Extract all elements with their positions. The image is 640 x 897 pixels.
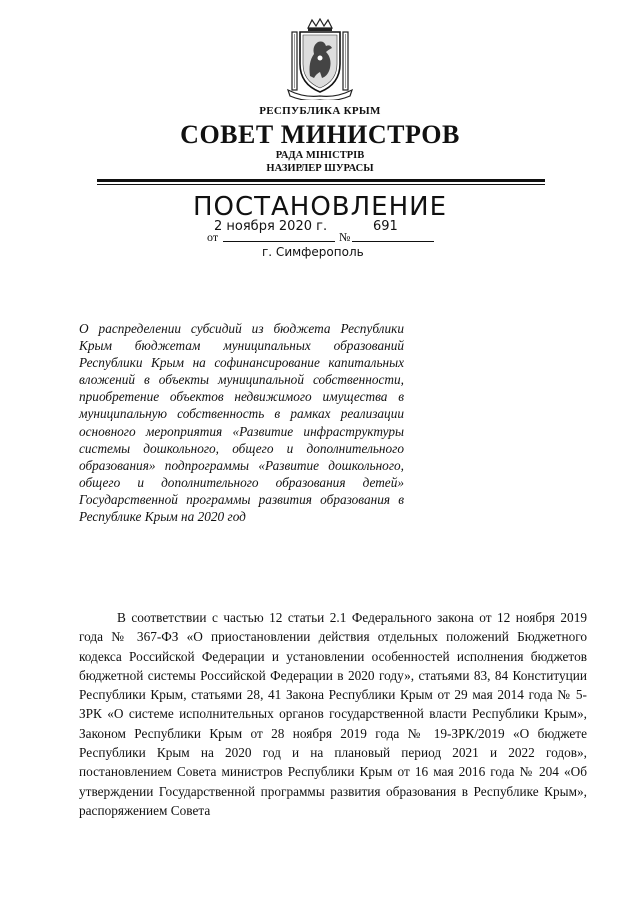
crimea-coat-of-arms-icon bbox=[284, 18, 356, 100]
number-label: № bbox=[339, 230, 351, 244]
emblem bbox=[284, 18, 356, 100]
date-number-line bbox=[207, 230, 437, 245]
header-divider-thin bbox=[97, 184, 545, 185]
from-label: от bbox=[207, 230, 219, 244]
number-underline bbox=[352, 241, 434, 242]
body-paragraph: В соответствии с частью 12 статьи 2.1 Федерального закона от 12 ноября 2019 года № 367-ФЗ «О приостановлении действия отдельных положений Бюджетного кодекса Российской Федерации и установлении особенностей исполнения бюджетов бюджетной системы Российской Федерации в 2020 году», статьями 83, 84 Конституции Республики Крым, статьями 28, 41 Закона Республики Крым от 29 мая 2014 года № 5-ЗРК «О системе исполнительных органов государственной власти Республики Крым», Законом Республики Крым от 28 ноября 2019 года № 19-ЗРК/2019 «О бюджете Республики Крым на 2020 год и на плановый период 2021 и 2022 годов», постановлением Совета министров Республики Крым от 16 мая 2016 года № 204 «Об утверждении Государственной программы развития образования в Республике Крым», распоряжением Совета bbox=[79, 610, 587, 818]
city-label: г. Симферополь bbox=[262, 245, 364, 259]
council-title-ukrainian: РАДА МІНІСТРІВ bbox=[275, 150, 365, 161]
council-title: СОВЕТ МИНИСТРОВ bbox=[180, 120, 460, 149]
council-title-crimean-tatar: НАЗИРЛЕР ШУРАСЫ bbox=[266, 163, 374, 174]
date-underline bbox=[223, 241, 335, 242]
decree-date: 2 ноября 2020 г. bbox=[214, 219, 328, 234]
decree-subject: О распределении субсидий из бюджета Республики Крым бюджетам муниципальных образований Республики Крым на софинансирование капитальных вложений в объекты муниципальной собственности, приобретение объектов недвижимого имущества в муниципальную собственность в рамках реализации основного мероприятия «Развитие инфраструктуры системы дошкольного, общего и дополнительного образования» подпрограммы «Развитие дошкольного, общего и дополнительного образования детей» Государственной программы развития образования в Республике Крым на 2020 год bbox=[79, 321, 404, 525]
decree-body bbox=[79, 608, 587, 820]
decree-number: 691 bbox=[373, 219, 398, 234]
republic-name: РЕСПУБЛИКА КРЫМ bbox=[259, 105, 381, 117]
document-type-title: ПОСТАНОВЛЕНИЕ bbox=[192, 192, 448, 222]
header-divider-thick bbox=[97, 179, 545, 182]
